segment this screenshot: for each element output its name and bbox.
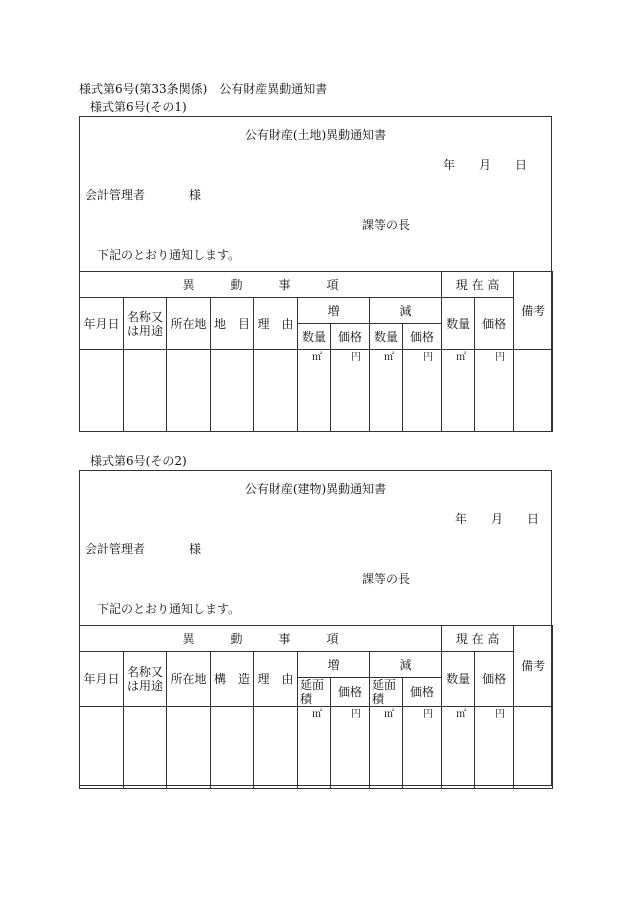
transfer-table [79,625,553,789]
cell-qty-inc[interactable] [298,350,331,432]
cell-price-inc[interactable] [331,350,370,432]
cell-bikou[interactable] [514,707,553,789]
cell-location[interactable] [167,707,211,789]
header-reason: 理 由 [254,652,298,707]
date-month: 月 [491,512,504,526]
form-title: 公有財産(土地)異動通知書 [244,128,387,142]
addressee: 会計管理者 [85,542,146,556]
unit-area: ㎡ [456,352,467,363]
cell-price[interactable] [475,707,514,789]
header-decrease: 減 [370,652,442,678]
header-floor-area-inc: 延面 積 [298,678,331,707]
notice-form-building [79,470,552,786]
form-label: 様式第6号(その2) [90,454,187,468]
cell-name[interactable] [124,707,167,789]
header-floor-area-dec: 延面 積 [370,678,403,707]
header-price-inc: 価格 [331,324,370,350]
header-price-dec: 価格 [403,678,442,707]
header-increase: 増 [298,298,370,324]
unit-area: ㎡ [312,352,322,363]
date-year: 年 [455,512,468,526]
cell-name[interactable] [124,350,167,432]
header-name: 名称又 は用途 [124,652,167,707]
header-genzai: 現 在 高 [442,272,514,298]
unit-area: ㎡ [456,709,467,720]
header-idou: 異 動 事 項 [80,272,442,298]
header-name: 名称又 は用途 [124,298,167,350]
addressee: 会計管理者 [85,188,146,202]
header-qty: 数量 [442,652,475,707]
cell-qty[interactable] [442,707,475,789]
header-increase: 増 [298,652,370,678]
date-day: 日 [515,158,528,172]
date-year: 年 [443,158,456,172]
cell-date[interactable] [80,707,124,789]
sender: 課等の長 [362,572,411,586]
header-qty-inc: 数量 [298,324,331,350]
cell-price[interactable] [475,350,514,432]
transfer-table [79,271,553,432]
header-category: 地 目 [211,298,254,350]
header-bikou: 備考 [514,626,553,707]
header-qty: 数量 [442,298,475,350]
honorific: 様 [189,188,202,202]
header-reason: 理 由 [254,298,298,350]
cell-qty[interactable] [442,350,475,432]
date-month: 月 [479,158,492,172]
cell-bikou[interactable] [514,350,553,432]
unit-area: ㎡ [384,352,394,363]
header-qty-dec: 数量 [370,324,403,350]
cell-reason[interactable] [254,350,298,432]
date-day: 日 [527,512,540,526]
unit-area: ㎡ [384,709,394,720]
form-title: 公有財産(建物)異動通知書 [244,482,387,496]
header-genzai: 現 在 高 [442,626,514,652]
header-date: 年月日 [80,298,124,350]
header-category: 構 造 [211,652,254,707]
cell-reason[interactable] [254,707,298,789]
honorific: 様 [189,542,202,556]
unit-yen: 円 [351,352,361,363]
header-location: 所在地 [167,298,211,350]
page-title: 様式第6号(第33条関係) 公有財産異動通知書 [79,82,328,96]
unit-yen: 円 [423,352,434,363]
header-location: 所在地 [167,652,211,707]
cell-category[interactable] [211,350,254,432]
unit-area: ㎡ [312,709,322,720]
cell-price-dec[interactable] [403,707,442,789]
cell-price-dec[interactable] [403,350,442,432]
header-idou: 異 動 事 項 [80,626,442,652]
cell-area-dec[interactable] [370,707,403,789]
unit-yen: 円 [351,709,361,720]
sender: 課等の長 [362,218,411,232]
header-price-inc: 価格 [331,678,370,707]
header-price: 価格 [475,298,514,350]
unit-yen: 円 [423,709,434,720]
cell-qty-dec[interactable] [370,350,403,432]
header-decrease: 減 [370,298,442,324]
cell-area-inc[interactable] [298,707,331,789]
header-price: 価格 [475,652,514,707]
cell-price-inc[interactable] [331,707,370,789]
unit-yen: 円 [495,709,506,720]
form-label: 様式第6号(その1) [90,100,187,114]
cell-location[interactable] [167,350,211,432]
unit-yen: 円 [495,352,506,363]
header-bikou: 備考 [514,272,553,350]
cell-date[interactable] [80,350,124,432]
header-price-dec: 価格 [403,324,442,350]
cell-structure[interactable] [211,707,254,789]
header-date: 年月日 [80,652,124,707]
intro-text: 下記のとおり通知します。 [97,248,241,262]
intro-text: 下記のとおり通知します。 [97,602,241,616]
notice-form-land [79,116,552,432]
